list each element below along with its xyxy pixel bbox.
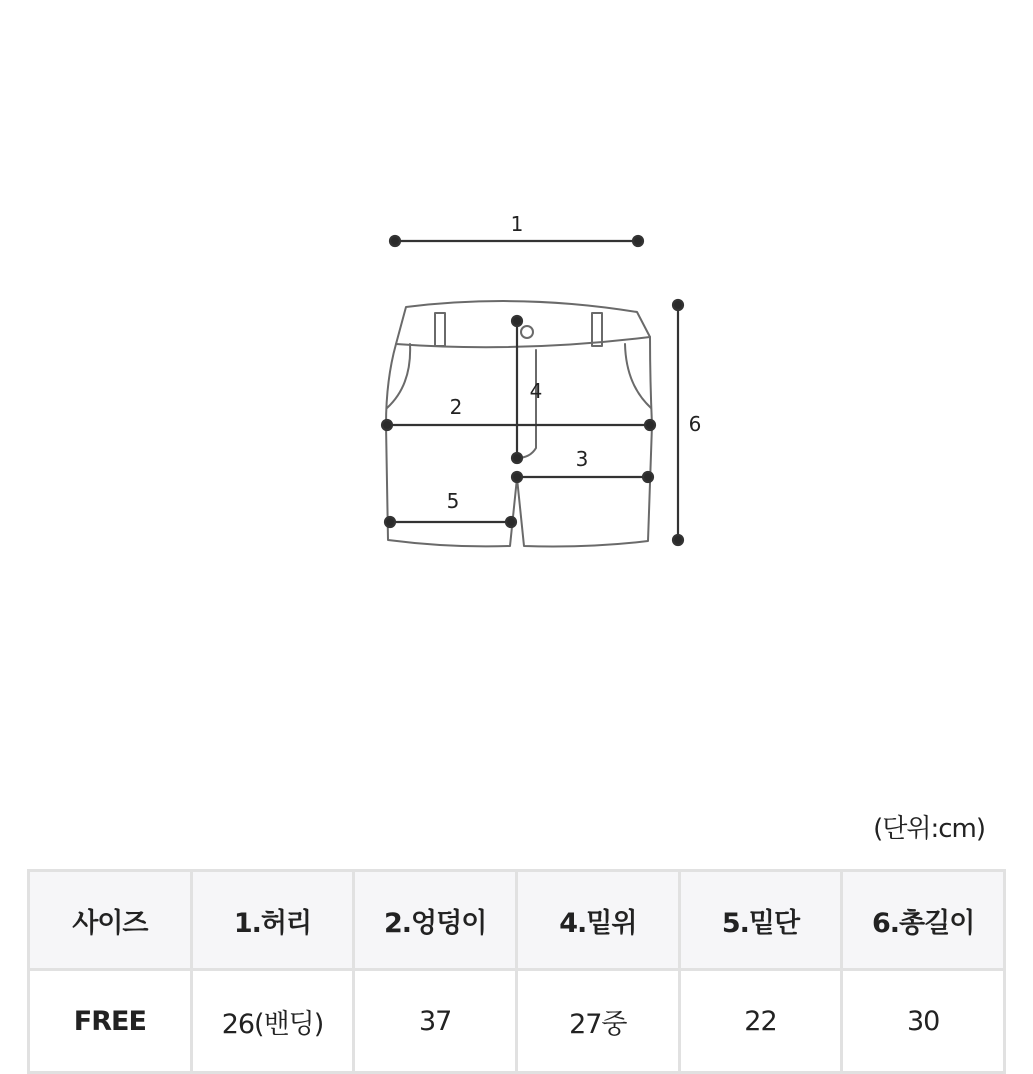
cell-rise: 27중: [516, 970, 679, 1073]
table-row: [29, 970, 1005, 1073]
unit-note: (단위:cm): [873, 814, 985, 844]
label-2: 2: [449, 395, 463, 419]
cell-hip: 37: [354, 970, 517, 1073]
header-rise: 4.밑위: [516, 871, 679, 970]
shorts-outline: [386, 337, 652, 546]
header-hem: 5.밑단: [679, 871, 842, 970]
cell-size: FREE: [29, 970, 192, 1073]
cell-hem: 22: [679, 970, 842, 1073]
header-size: 사이즈: [29, 871, 192, 970]
cell-total-length: 30: [842, 970, 1005, 1073]
size-table: [27, 869, 1006, 1074]
table-header-row: [29, 871, 1005, 970]
header-hip: 2.엉덩이: [354, 871, 517, 970]
label-5: 5: [446, 489, 460, 513]
cell-waist: 26(밴딩): [191, 970, 354, 1073]
label-6: 6: [688, 412, 702, 436]
header-waist: 1.허리: [191, 871, 354, 970]
label-3: 3: [575, 447, 589, 471]
label-1: 1: [510, 212, 524, 236]
label-4: 4: [529, 379, 543, 403]
header-total-length: 6.총길이: [842, 871, 1005, 970]
